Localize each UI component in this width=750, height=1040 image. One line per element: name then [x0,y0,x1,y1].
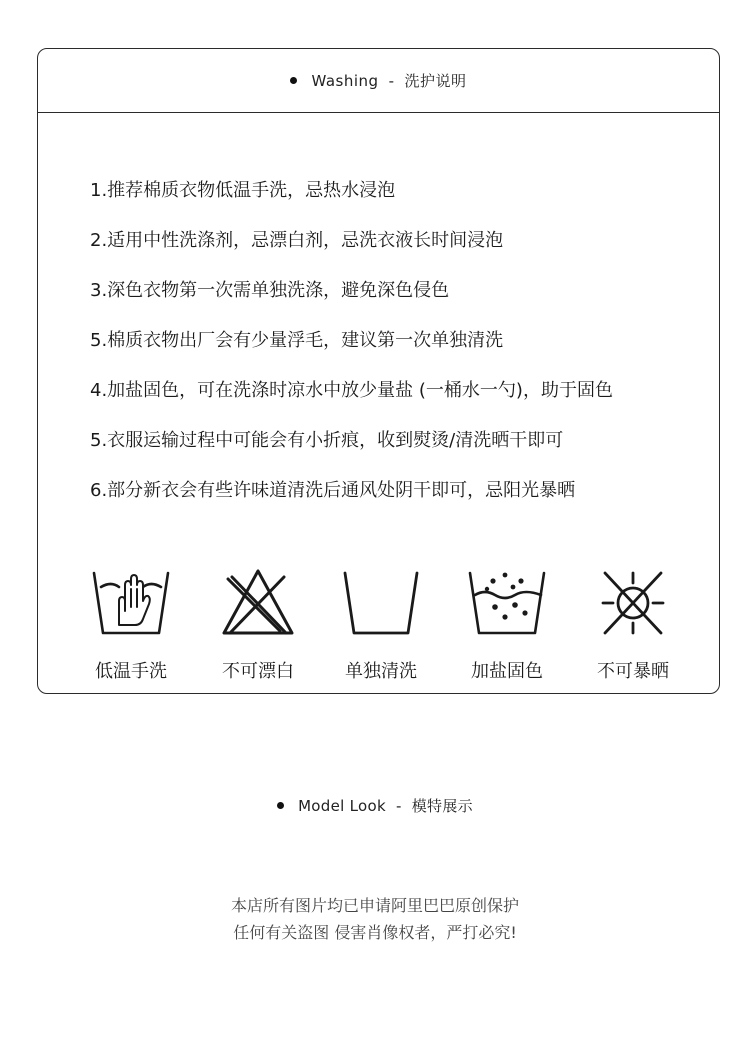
instruction-item: 4.加盐固色，可在洗涤时凉水中放少量盐 (一桶水一勺)，助于固色 [90,380,613,401]
no-sun-dry-icon [591,567,675,639]
model-look-header [0,795,750,816]
hand-wash-icon [89,567,173,639]
no-bleach-icon [216,567,300,639]
instruction-item: 1.推荐棉质衣物低温手洗，忌热水浸泡 [90,180,396,201]
copyright-line-2: 任何有关盗图 侵害肖像权者，严打必究! [233,923,517,942]
model-look-title-en: Model Look [298,796,387,815]
wash-tub-icon [339,567,423,639]
care-symbol-salt-fix [452,567,562,685]
bullet-dot-icon [277,802,284,809]
washing-card [37,48,720,694]
care-symbol-hand-wash [76,567,186,685]
model-look-title-cn: 模特展示 [411,797,473,815]
washing-header [38,49,719,113]
care-symbol-separate-wash [326,567,436,685]
care-symbol-label: 不可暴晒 [597,661,669,682]
instruction-item: 2.适用中性洗涤剂，忌漂白剂，忌洗衣液长时间浸泡 [90,230,504,251]
care-symbol-label: 单独清洗 [345,661,417,682]
instruction-item: 6.部分新衣会有些许味道清洗后通风处阴干即可，忌阳光暴晒 [90,480,576,501]
instruction-item: 3.深色衣物第一次需单独洗涤，避免深色侵色 [90,280,450,301]
care-symbol-no-sun [578,567,688,685]
washing-title-en: Washing [311,71,379,90]
care-symbol-label: 低温手洗 [95,661,167,682]
washing-title-separator: - [388,71,395,90]
salt-wash-icon [465,567,549,639]
care-symbol-no-bleach [203,567,313,685]
copyright-line-1: 本店所有图片均已申请阿里巴巴原创保护 [230,896,519,915]
washing-instructions-list [90,181,613,531]
instruction-item: 5.衣服运输过程中可能会有小折痕，收到熨烫/清洗晒干即可 [90,430,564,451]
instruction-item: 5.棉质衣物出厂会有少量浮毛，建议第一次单独清洗 [90,330,504,351]
care-symbol-label: 加盐固色 [471,661,543,682]
washing-title-cn: 洗护说明 [404,72,467,90]
bullet-dot-icon [290,77,297,84]
model-look-title-separator: - [396,796,402,815]
care-symbol-label: 不可漂白 [222,661,294,682]
copyright-notice [0,892,750,946]
